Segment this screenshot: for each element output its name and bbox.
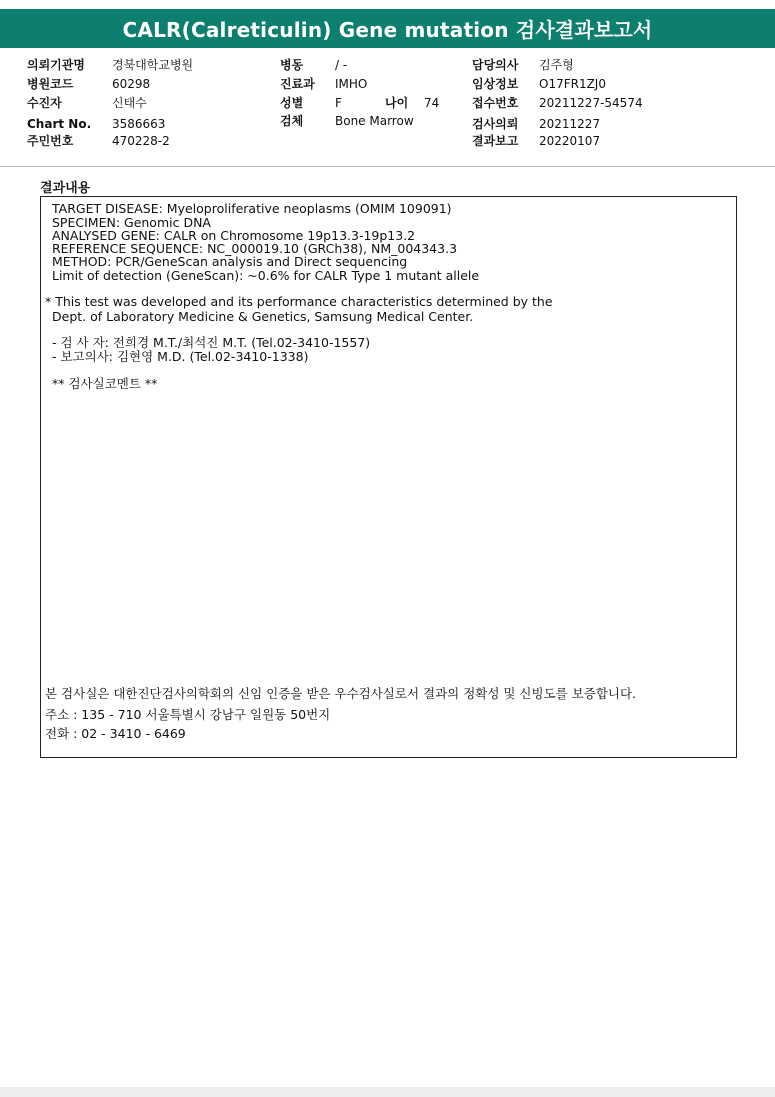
chart-label: Chart No. [27, 117, 92, 131]
patient-info-header [0, 50, 775, 166]
institution-label: 의뢰기관명 [27, 58, 85, 72]
method-line: METHOD: PCR/GeneScan analysis and Direct sequencing [52, 254, 408, 269]
request-date-value: 20211227 [539, 117, 601, 131]
results-box [40, 196, 737, 758]
department-label: 진료과 [280, 77, 315, 91]
disclaimer-line-2: Dept. of Laboratory Medicine & Genetics, Samsung Medical Center. [52, 309, 474, 324]
age-label: 나이 [385, 96, 409, 110]
specimen-value: Bone Marrow [335, 114, 414, 128]
chart-value: 3586663 [112, 117, 166, 131]
report-date-label: 결과보고 [472, 134, 519, 148]
specimen-line: SPECIMEN: Genomic DNA [52, 215, 211, 230]
lab-comment-heading: ** 검사실코멘트 ** [52, 376, 158, 391]
age-value: 74 [424, 96, 440, 110]
sex-label: 성별 [280, 96, 304, 110]
clinical-info-value: O17FR1ZJ0 [539, 77, 606, 91]
report-title: CALR(Calreticulin) Gene mutation 검사결과보고서 [0, 9, 775, 48]
resident-id-value: 470228-2 [112, 134, 170, 148]
clinical-info-label: 임상정보 [472, 77, 519, 91]
limit-of-detection-line: Limit of detection (GeneScan): ~0.6% for CALR Type 1 mutant allele [52, 268, 480, 283]
specimen-label: 검체 [280, 114, 304, 128]
resident-id-label: 주민번호 [27, 134, 74, 148]
request-date-label: 검사의뢰 [472, 117, 519, 131]
report-date-value: 20220107 [539, 134, 601, 148]
target-disease-line: TARGET DISEASE: Myeloproliferative neoplasms (OMIM 109091) [52, 201, 452, 216]
header-divider [0, 166, 775, 167]
sex-value: F [335, 96, 342, 110]
doctor-label: 담당의사 [472, 58, 519, 72]
ward-label: 병동 [280, 58, 304, 72]
patient-value: 신태수 [112, 96, 147, 110]
certification-statement: 본 검사실은 대한진단검사의학회의 신임 인증을 받은 우수검사실로서 결과의 정확성 및 신빙도를 보증합니다. [45, 686, 637, 701]
reception-no-value: 20211227-54574 [539, 96, 643, 110]
department-value: IMHO [335, 77, 368, 91]
hospital-code-value: 60298 [112, 77, 151, 91]
reception-no-label: 접수번호 [472, 96, 519, 110]
disclaimer-line-1: * This test was developed and its performance characteristics determined by the [45, 294, 553, 309]
reporter-line: - 보고의사: 김현영 M.D. (Tel.02-3410-1338) [52, 349, 309, 364]
analysed-gene-line: ANALYSED GENE: CALR on Chromosome 19p13.3-19p13.2 [52, 228, 416, 243]
institution-value: 경북대학교병원 [112, 58, 194, 72]
ward-value: / - [335, 58, 348, 72]
doctor-value: 김주형 [539, 58, 574, 72]
lab-address: 주소 : 135 - 710 서울특별시 강남구 일원동 50번지 [45, 707, 331, 722]
page-bottom-strip [0, 1087, 775, 1097]
patient-label: 수진자 [27, 96, 62, 110]
hospital-code-label: 병원코드 [27, 77, 74, 91]
reference-sequence-line: REFERENCE SEQUENCE: NC_000019.10 (GRCh38), NM_004343.3 [52, 241, 458, 256]
lab-phone: 전화 : 02 - 3410 - 6469 [45, 726, 186, 741]
results-section-title: 결과내용 [40, 181, 91, 196]
examiner-line: - 검 사 자: 전희경 M.T./최석진 M.T. (Tel.02-3410-1557) [52, 335, 371, 350]
